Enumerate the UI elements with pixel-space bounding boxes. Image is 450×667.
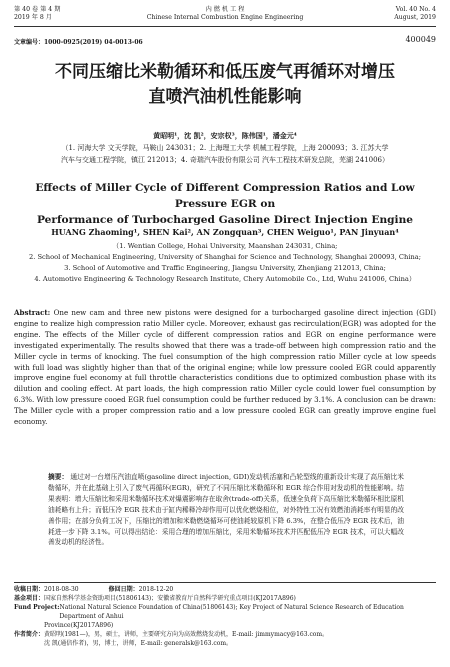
article-code: 400049: [405, 35, 436, 44]
english-abstract-text: One new cam and three new pistons were designed for a turbocharged gasoline direct injection (GDI) engine to realize high compression ratio Miller cycle. Moreover, exhaust gas recirculation(EGR) was adopted for the engine. The effects of the Miller cycle of different compression ratios and EGR on engine performance were investigated experimentally. The results showed that there was a trade-off between high compression ratio and the Miller cycle in terms of knocking. The fuel consumption of the high compression ratio Miller cycle at low speeds with full load was slightly higher than that of the original engine; while low pressure cooled EGR could apparently improve engine fuel economy at full throttle characteristics conditions due to optimized combustion phase with its dilution and cooling effect. At part loads, the high compression ratio Miller cycle could lower fuel consumption by 6.3%. With low pressure cooed EGR fuel consumption could be further reduced by 3.1%. A conclusion can be drawn: The Miller cycle with a proper compression ratio and a low pressure cooled EGR can greatly improve engine fuel economy.: [14, 308, 436, 427]
fund-cn-row: [14, 594, 436, 603]
english-title-line2: Performance of Turbocharged Gasoline Direct Injection Engine: [36, 214, 414, 226]
fund-cn-text: 国家自然科学基金资助项目(51806143)；安徽省教育厅自然科学研究重点项目(KJ2017A896): [44, 595, 296, 602]
chinese-abstract: [48, 472, 404, 548]
chinese-affiliations: [20, 143, 430, 166]
english-affiliation-line4: 4. Automotive Engineering & Technology Research Institute, Chery Automobile Co., Ltd, Wuhu 241006, China）: [34, 275, 416, 283]
author-corresponding: 沈 凯(通信作者)，男，博士，讲师，E-mail: generalsk@163.com。: [44, 640, 233, 647]
english-affiliations: [10, 241, 440, 285]
revised-date: 2018-12-20: [138, 586, 174, 593]
date-cn: 2019 年 8 月: [14, 14, 52, 21]
english-abstract-label: Abstract:: [14, 308, 51, 317]
fund-en-continuation: Province(KJ2017A896): [44, 622, 114, 629]
dates-row: [14, 585, 436, 594]
running-header: [14, 6, 436, 28]
journal-name: [14, 6, 436, 22]
chinese-abstract-label: 摘要：: [48, 473, 69, 481]
received-date: 2018-08-30: [44, 586, 79, 593]
date-en: August, 2019: [394, 14, 436, 21]
volume-issue-cn: 第 40 卷 第 4 期: [14, 6, 61, 13]
header-rule: [14, 26, 436, 27]
english-authors: HUANG Zhaoming¹, SHEN Kai², AN Zongquan³, CHEN Weiguo¹, PAN Jinyuan⁴: [51, 227, 399, 237]
english-affiliation-line2: 2. School of Mechanical Engineering, University of Shanghai for Science and Technology, Shanghai 200093, China;: [28, 253, 422, 261]
article-number: 文章编号：1000-0925(2019) 04-0013-06: [14, 39, 143, 46]
chinese-title-line1: 不同压缩比米勒循环和低压废气再循环对增压: [55, 62, 395, 82]
received-label: 收稿日期：: [14, 586, 45, 593]
author-label: 作者简介：: [14, 631, 45, 638]
fund-en-row: [14, 603, 436, 621]
fund-en-label: Fund Project:: [14, 604, 60, 611]
journal-name-cn: 内 燃 机 工 程: [205, 6, 245, 13]
chinese-affiliation-line1: （1. 河海大学 文天学院，马鞍山 243031；2. 上海理工大学 机械工程学院，上海 200093；3. 江苏大学: [61, 144, 389, 152]
footnote-rule: [14, 582, 436, 583]
chinese-affiliation-line2: 汽车与交通工程学院，镇江 212013；4. 奇瑞汽车股份有限公司 汽车工程技术研发总院，芜湖 241006）: [60, 155, 390, 164]
chinese-title: [0, 60, 450, 110]
author-first: 黄昭明(1981—)，男，硕士，讲师，主要研究方向为高效燃烧发动机，E-mail: jimmymacy@163.com。: [44, 631, 329, 638]
english-affiliation-line1: （1. Wentian College, Hohai University, Maanshan 243031, China;: [112, 242, 338, 250]
volume-issue-en: Vol. 40 No. 4: [395, 6, 436, 13]
english-abstract: [14, 308, 436, 428]
chinese-abstract-text: 通过对一台增压汽油直喷(gasoline direct injection, GDI)发动机活塞和凸轮型线的重新设计实现了高压缩比米勒循环，并在此基础上引入了废气再循环(EGR)，研究了不同压缩比米勒循环和 EGR 综合作用对发动机的性能影响。结果表明：增大压缩比和采用米勒循环技术对爆震影响存在取舍(trade-off)关系，低速全负荷下高压缩比米勒循环相比原机油耗略有上升；而低压冷 EGR 技术由于缸内稀释冷却作用可以优化燃烧相位，对外特性工况有效燃油消耗率有明显的改善作用；在部分负荷工况下，压缩比的增加和米勒燃烧循环可使油耗较原机下降 6.3%，在整合低压冷 EGR 技术后，油耗进一步下降 3.1%。可以得出结论：采用合理的增加压缩比，采用米勒循环技术并匹配低压冷 EGR 技术，可以大幅改善发动机的经济性。: [48, 473, 404, 547]
english-affiliation-line3: 3. School of Automotive and Traffic Engineering, Jiangsu University, Zhenjiang 212013, China;: [64, 264, 386, 272]
chinese-authors: 黄昭明¹，沈 凯²，安宗权³，陈伟国¹，潘金元⁴: [153, 131, 297, 140]
english-title: [12, 180, 438, 228]
english-title-line1: Effects of Miller Cycle of Different Compression Ratios and Low Pressure EGR on: [35, 182, 415, 210]
journal-name-en: Chinese Internal Combustion Engine Engineering: [146, 14, 304, 21]
revised-label: 修回日期：: [108, 586, 139, 593]
author-row: [14, 630, 436, 639]
footnotes: [14, 585, 436, 648]
chinese-title-line2: 直喷汽油机性能影响: [148, 87, 302, 107]
fund-en-text: National Natural Science Foundation of China(51806143); Key Project of Natural Science Research of Education Department of Anhui: [59, 604, 404, 620]
fund-cn-label: 基金项目：: [14, 595, 45, 602]
issue-info-en: [394, 6, 436, 22]
